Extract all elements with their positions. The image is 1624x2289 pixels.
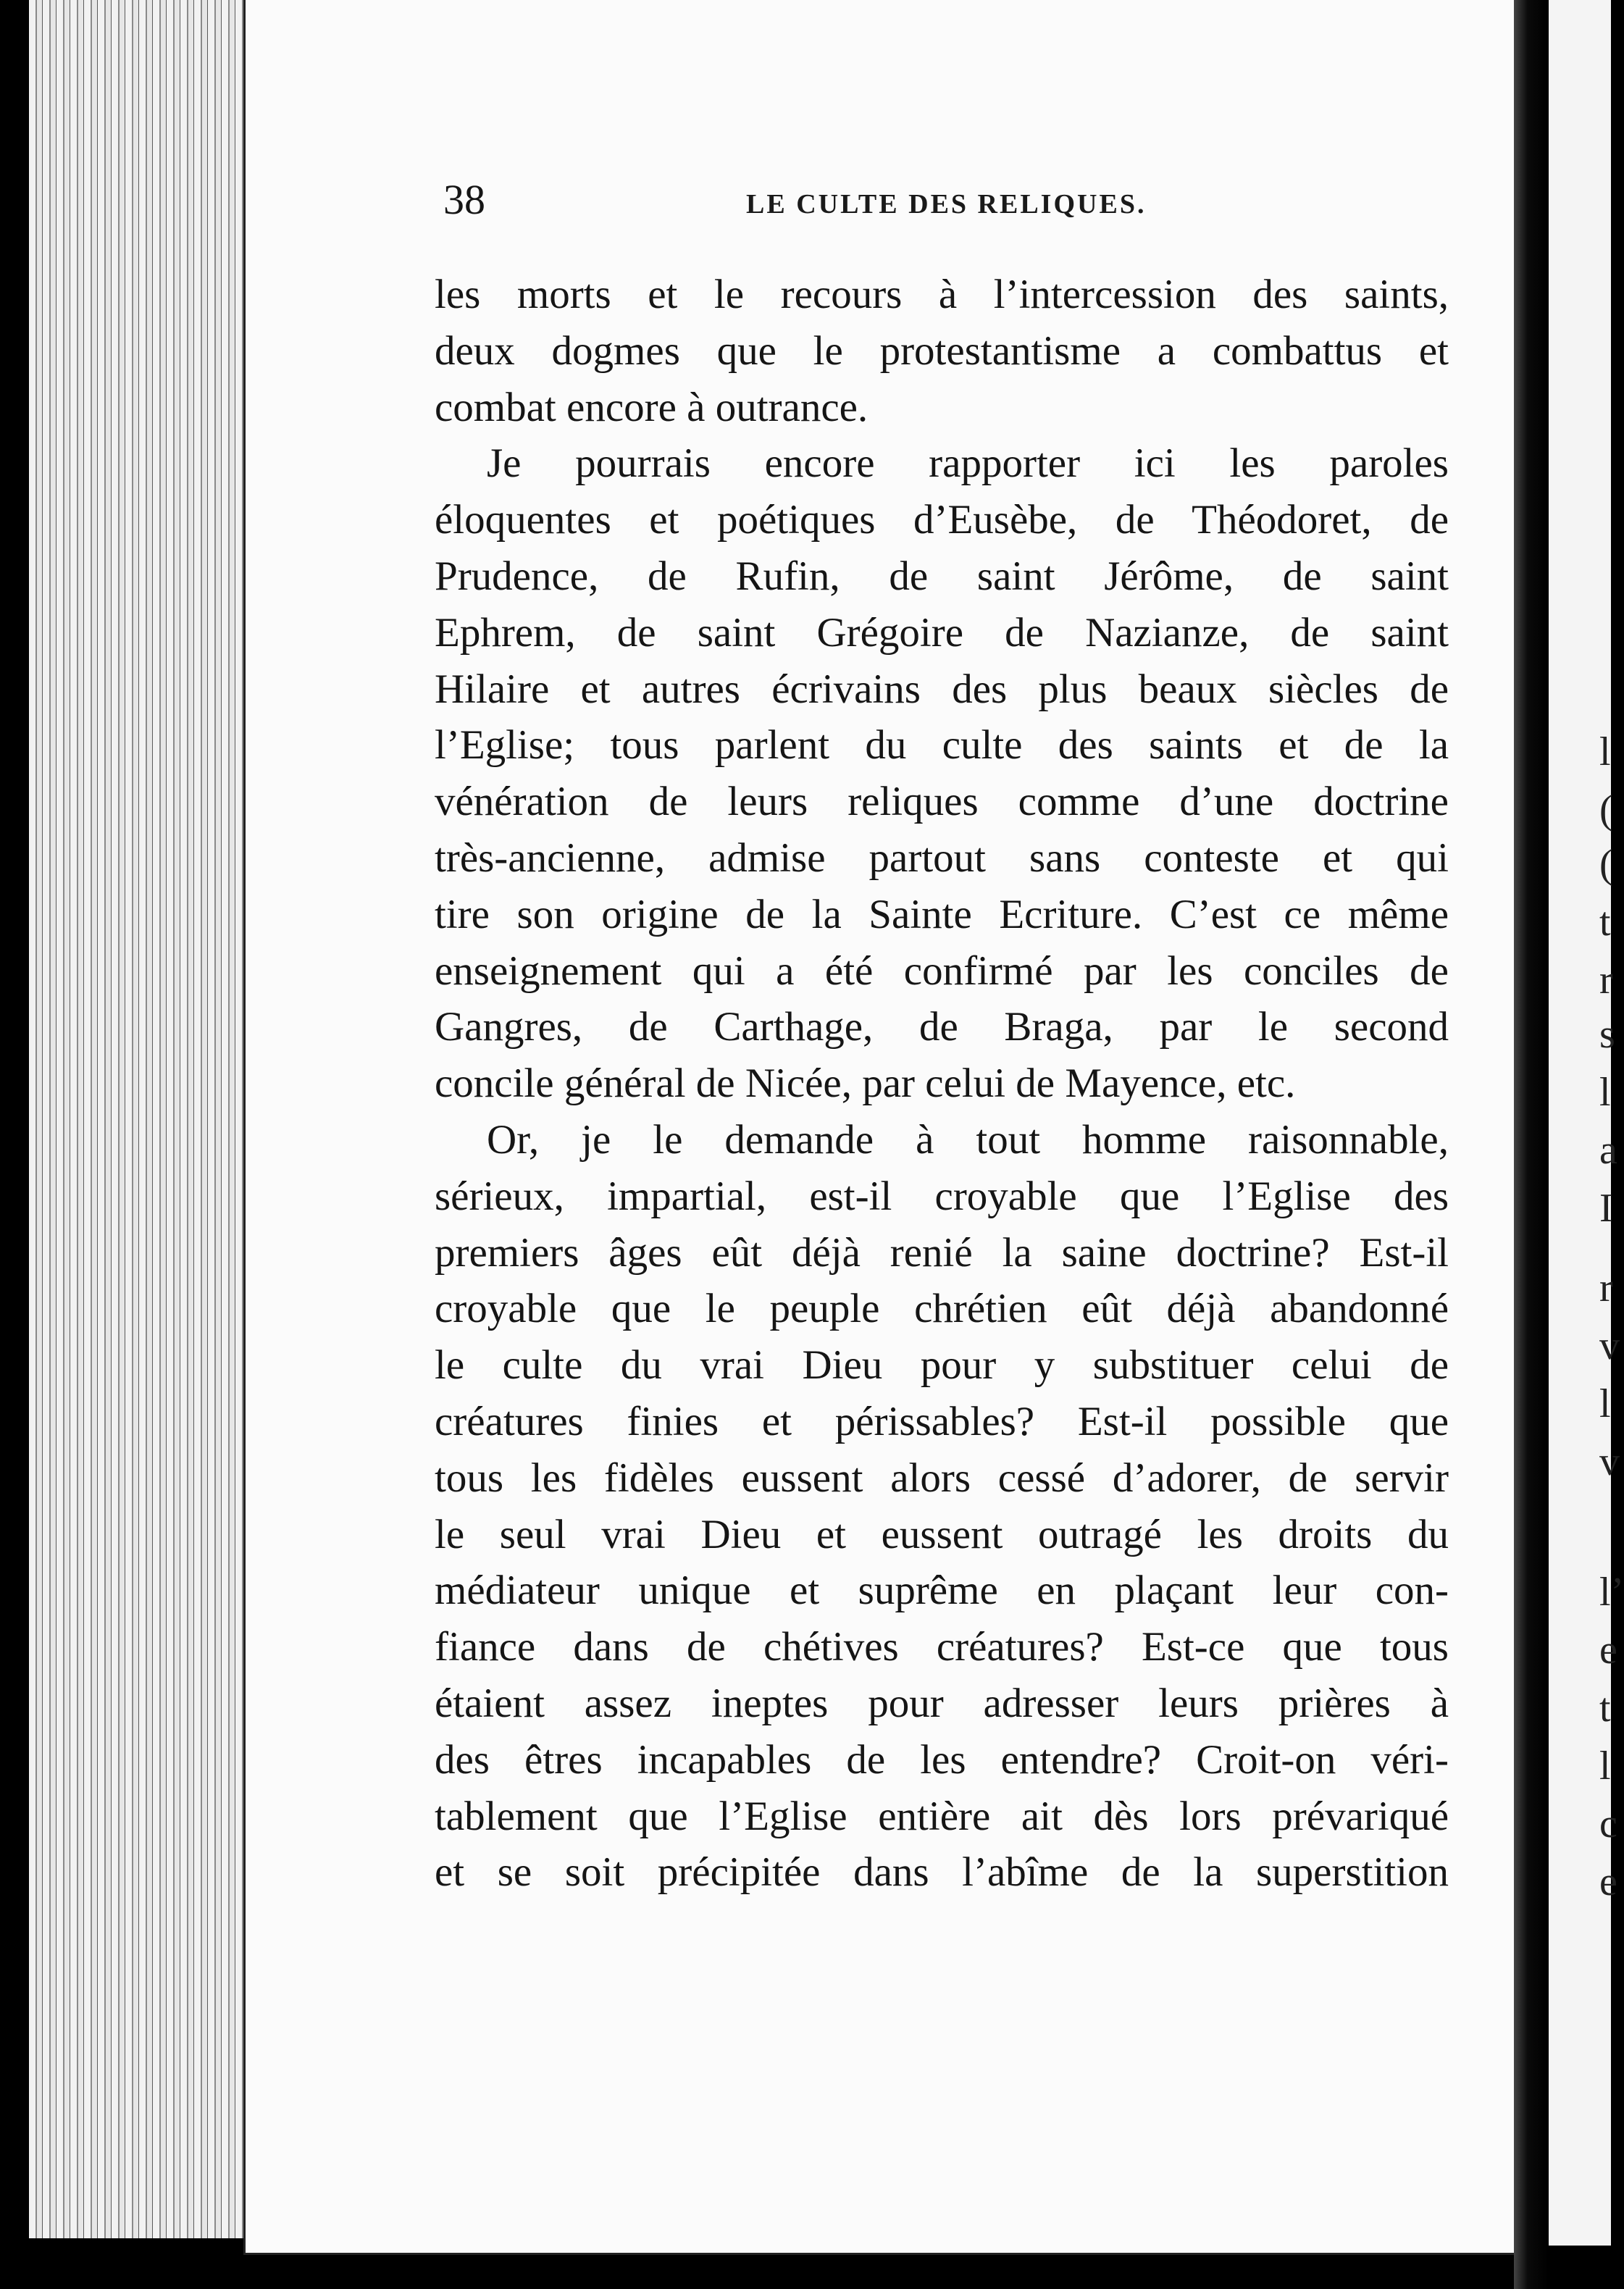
text-line: médiateur unique et suprême en plaçant leur con- — [435, 1568, 1449, 1614]
page-number: 38 — [443, 176, 485, 223]
facing-page-fragment: e — [1599, 1628, 1617, 1673]
facing-page-fragment: t — [1599, 1686, 1611, 1731]
facing-page-fragment: l — [1599, 1744, 1611, 1788]
facing-page-fragment: l’ — [1599, 1570, 1624, 1615]
facing-page-fragment: l — [1599, 1381, 1611, 1426]
book-gutter — [1514, 0, 1549, 2289]
facing-page-fragment: e — [1599, 1859, 1617, 1904]
facing-page-fragment: l — [1599, 729, 1611, 774]
text-line: éloquentes et poétiques d’Eusèbe, de Théodoret, de — [435, 497, 1449, 543]
page-edges — [29, 0, 249, 2238]
facing-page-fragment: r — [1599, 958, 1613, 1003]
facing-page-fragment: t — [1599, 900, 1611, 945]
facing-page-fragment: l — [1599, 1070, 1611, 1115]
text-line: créatures finies et périssables? Est-il possible que — [435, 1398, 1449, 1444]
text-line: croyable que le peuple chrétien eût déjà abandonné — [435, 1286, 1449, 1332]
text-line: le seul vrai Dieu et eussent outragé les droits du — [435, 1511, 1449, 1557]
facing-page-edge — [1549, 0, 1624, 2246]
text-line: Gangres, de Carthage, de Braga, par le second — [435, 1004, 1449, 1050]
text-line: tire son origine de la Sainte Ecriture. C’est ce même — [435, 891, 1449, 937]
facing-page-fragment: v — [1599, 1439, 1620, 1484]
facing-page-fragment: I — [1599, 1186, 1613, 1231]
text-line: fiance dans de chétives créatures? Est-ce que tous — [435, 1624, 1449, 1670]
text-line: deux dogmes que le protestantisme a combattus et — [435, 327, 1449, 374]
text-line: enseignement qui a été confirmé par les conciles de — [435, 947, 1449, 994]
text-line: tous les fidèles eussent alors cessé d’adorer, de servir — [435, 1455, 1449, 1501]
text-line: Hilaire et autres écrivains des plus beaux siècles de — [435, 666, 1449, 712]
facing-page-fragment: a — [1599, 1128, 1617, 1173]
text-line: vénération de leurs reliques comme d’une doctrine — [435, 779, 1449, 825]
body-text — [435, 267, 1449, 1901]
facing-page-fragment: ( — [1599, 787, 1613, 832]
facing-page-fragment: v — [1599, 1323, 1620, 1368]
facing-page-fragment: r — [1599, 1265, 1613, 1310]
text-line: étaient assez ineptes pour adresser leurs prières à — [435, 1680, 1449, 1726]
text-line: Or, je le demande à tout homme raisonnable, — [487, 1116, 1449, 1163]
running-head — [443, 175, 1457, 226]
text-line: Ephrem, de saint Grégoire de Nazianze, de saint — [435, 609, 1449, 656]
text-line: très-ancienne, admise partout sans conteste et qui — [435, 834, 1449, 881]
facing-page-fragment: ( — [1599, 842, 1613, 887]
text-line: sérieux, impartial, est-il croyable que l’Eglise des — [435, 1173, 1449, 1219]
facing-page-fragment: c — [1599, 1802, 1617, 1846]
text-line: le culte du vrai Dieu pour y substituer celui de — [435, 1342, 1449, 1389]
text-line: les morts et le recours à l’intercession des saints, — [435, 272, 1449, 317]
text-line: et se soit précipitée dans l’abîme de la superstition — [435, 1849, 1449, 1896]
running-title: LE CULTE DES RELIQUES. — [746, 189, 1147, 219]
text-line: Prudence, de Rufin, de saint Jérôme, de saint — [435, 553, 1449, 599]
text-line: l’Eglise; tous parlent du culte des saints et de la — [435, 722, 1449, 769]
text-line: premiers âges eût déjà renié la saine doctrine? Est-il — [435, 1229, 1449, 1276]
text-line: tablement que l’Eglise entière ait dès lors prévariqué — [435, 1793, 1449, 1839]
facing-page-fragment: s — [1599, 1012, 1615, 1057]
text-line: concile général de Nicée, par celui de Mayence, etc. — [435, 1060, 1296, 1107]
text-line: combat encore à outrance. — [435, 384, 868, 430]
text-line: des êtres incapables de les entendre? Croit-on véri- — [435, 1736, 1449, 1783]
text-line: Je pourrais encore rapporter ici les paroles — [487, 440, 1449, 487]
